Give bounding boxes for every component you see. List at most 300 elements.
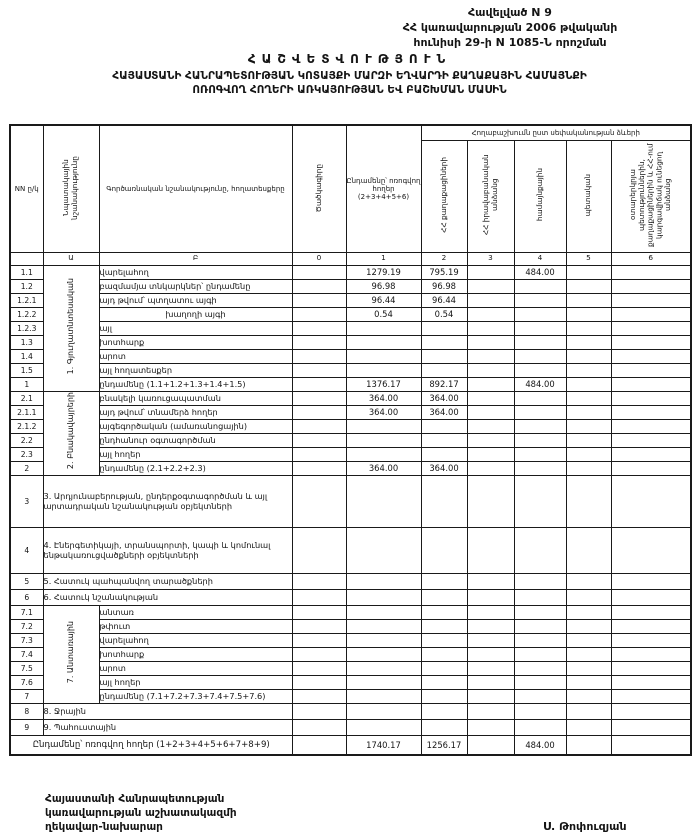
code-cell <box>292 335 346 349</box>
value-cell: 892.17 <box>421 377 467 391</box>
value-cell <box>611 461 691 475</box>
value-cell <box>611 573 691 589</box>
table-row <box>10 703 691 719</box>
table-row <box>10 573 691 589</box>
value-cell <box>467 419 514 433</box>
value-cell <box>611 619 691 633</box>
value-cell <box>346 335 421 349</box>
code-cell <box>292 363 346 377</box>
row-number: 1 <box>10 377 43 391</box>
table-row <box>10 349 691 363</box>
code-cell <box>292 447 346 461</box>
row-label: խոտհարք <box>99 335 292 349</box>
value-cell <box>566 475 611 527</box>
table-row <box>10 433 691 447</box>
section-label <box>43 265 99 391</box>
table-row <box>10 527 691 573</box>
value-cell <box>467 703 514 719</box>
row-number: 8 <box>10 703 43 719</box>
value-cell <box>566 433 611 447</box>
row-number: 7.5 <box>10 661 43 675</box>
value-cell <box>421 349 467 363</box>
table-row <box>10 405 691 419</box>
value-cell: 96.44 <box>421 293 467 307</box>
value-cell: 1279.19 <box>346 265 421 279</box>
value-cell <box>611 735 691 755</box>
value-cell <box>566 377 611 391</box>
table-row <box>10 293 691 307</box>
value-cell <box>467 573 514 589</box>
value-cell <box>566 307 611 321</box>
value-cell <box>514 293 566 307</box>
value-cell <box>421 675 467 689</box>
column-letter: 6 <box>611 252 691 265</box>
value-cell <box>346 433 421 447</box>
row-number: 7.4 <box>10 647 43 661</box>
value-cell <box>421 619 467 633</box>
value-cell <box>611 279 691 293</box>
value-cell: 364.00 <box>346 391 421 405</box>
code-cell <box>292 391 346 405</box>
value-cell <box>514 719 566 735</box>
row-number: 1.4 <box>10 349 43 363</box>
value-cell <box>514 573 566 589</box>
value-cell <box>514 349 566 363</box>
value-cell <box>611 589 691 605</box>
value-cell <box>566 719 611 735</box>
row-number: 2.1.2 <box>10 419 43 433</box>
table-row <box>10 661 691 675</box>
table-row <box>10 675 691 689</box>
value-cell <box>421 447 467 461</box>
table-row <box>10 689 691 703</box>
value-cell <box>346 703 421 719</box>
header-row-number: NN ը/կ <box>10 125 43 252</box>
code-cell <box>292 279 346 293</box>
value-cell <box>611 293 691 307</box>
value-cell <box>514 527 566 573</box>
signature-block <box>45 792 237 835</box>
value-cell <box>467 675 514 689</box>
org-line-1: Հայաստանի Հանրապետության <box>45 793 225 805</box>
value-cell <box>611 633 691 647</box>
page-title: ՀԱՇՎԵՏՎՈՒԹՅՈՒՆ <box>247 52 452 66</box>
code-cell <box>292 605 346 619</box>
code-cell <box>292 321 346 335</box>
value-cell <box>514 619 566 633</box>
row-number: 1.2.1 <box>10 293 43 307</box>
value-cell <box>514 321 566 335</box>
value-cell <box>514 689 566 703</box>
row-label: վարելահող <box>99 633 292 647</box>
row-label: վարելահող <box>99 265 292 279</box>
value-cell <box>514 363 566 377</box>
value-cell <box>611 447 691 461</box>
value-cell: 364.00 <box>346 405 421 419</box>
value-cell <box>421 661 467 675</box>
value-cell: 96.98 <box>346 279 421 293</box>
table-row <box>10 391 691 405</box>
table-row <box>10 447 691 461</box>
table-row <box>10 647 691 661</box>
header-total: Ընդամենը՝ ոռոգվող հողեր (2+3+4+5+6) <box>346 125 421 252</box>
value-cell <box>514 307 566 321</box>
row-label: ընդամենը (1.1+1.2+1.3+1.4+1.5) <box>99 377 292 391</box>
row-number: 1.2 <box>10 279 43 293</box>
value-cell: 484.00 <box>514 265 566 279</box>
value-cell <box>611 689 691 703</box>
value-cell <box>611 419 691 433</box>
column-letter: 2 <box>421 252 467 265</box>
value-cell <box>611 605 691 619</box>
value-cell <box>514 703 566 719</box>
value-cell <box>611 391 691 405</box>
value-cell <box>421 573 467 589</box>
org-line-2: կառավարության աշխատակազմի <box>45 807 237 820</box>
code-cell <box>292 433 346 447</box>
value-cell <box>467 433 514 447</box>
value-cell <box>611 377 691 391</box>
value-cell <box>467 447 514 461</box>
value-cell <box>566 265 611 279</box>
value-cell <box>566 573 611 589</box>
value-cell <box>346 475 421 527</box>
value-cell <box>566 661 611 675</box>
value-cell <box>566 405 611 419</box>
value-cell <box>346 349 421 363</box>
page-subtitle-1: ՀԱՅԱՍՏԱՆԻ ՀԱՆՐԱՊԵՏՈՒԹՅԱՆ ԿՈՏԱՅՔԻ ՄԱՐԶԻ ԵՂՎԱՐԴԻ ՔԱՂԱՔԱՅԻՆ ՀԱՄԱՅՆՔԻ <box>112 70 587 82</box>
grand-total-row <box>10 735 691 755</box>
value-cell <box>566 461 611 475</box>
code-cell <box>292 307 346 321</box>
value-cell <box>467 647 514 661</box>
value-cell <box>514 461 566 475</box>
value-cell <box>467 265 514 279</box>
code-cell <box>292 349 346 363</box>
table-row <box>10 475 691 527</box>
code-cell <box>292 377 346 391</box>
row-number: 1.2.3 <box>10 321 43 335</box>
value-cell <box>467 719 514 735</box>
header-legal-entities: ՀՀ իրավաբանական անձանց <box>467 140 514 252</box>
row-label: բնակելի կառուցապատման <box>99 391 292 405</box>
value-cell <box>467 605 514 619</box>
row-number: 1.5 <box>10 363 43 377</box>
value-cell <box>514 447 566 461</box>
value-cell <box>421 419 467 433</box>
value-cell <box>467 619 514 633</box>
value-cell <box>467 349 514 363</box>
header-community: համայնքային <box>514 140 566 252</box>
column-letter: Ա <box>43 252 99 265</box>
value-cell <box>467 363 514 377</box>
value-cell <box>467 279 514 293</box>
row-label: այդ թվում՝ տնամերձ հողեր <box>99 405 292 419</box>
value-cell <box>566 279 611 293</box>
table-row <box>10 589 691 605</box>
value-cell <box>566 735 611 755</box>
row-label: 3. Արդյունաբերության, ընդերքօգտագործման և այլ արտադրական նշանակության օբյեկտների <box>43 475 292 527</box>
row-label: ընդամենը (2.1+2.2+2.3) <box>99 461 292 475</box>
value-cell <box>346 321 421 335</box>
table-row <box>10 265 691 279</box>
value-cell <box>346 419 421 433</box>
value-cell <box>346 447 421 461</box>
value-cell <box>421 589 467 605</box>
row-number: 2.1 <box>10 391 43 405</box>
value-cell <box>611 675 691 689</box>
row-number: 2 <box>10 461 43 475</box>
header-functional: Գործառնական նշանակությունը, հողատեսքերը <box>99 125 292 252</box>
value-cell <box>421 605 467 619</box>
table-row <box>10 279 691 293</box>
value-cell <box>467 321 514 335</box>
value-cell <box>514 433 566 447</box>
value-cell <box>514 279 566 293</box>
value-cell <box>467 475 514 527</box>
row-number: 1.3 <box>10 335 43 349</box>
value-cell <box>467 527 514 573</box>
value-cell <box>566 703 611 719</box>
code-cell <box>292 735 346 755</box>
value-cell: 0.54 <box>346 307 421 321</box>
row-number: 6 <box>10 589 43 605</box>
value-cell <box>611 265 691 279</box>
row-number: 3 <box>10 475 43 527</box>
value-cell <box>346 647 421 661</box>
value-cell <box>467 661 514 675</box>
value-cell <box>514 391 566 405</box>
column-letter: 3 <box>467 252 514 265</box>
value-cell <box>467 689 514 703</box>
table-row <box>10 619 691 633</box>
section-label-text: 7. Անտառային <box>66 620 76 684</box>
table-row <box>10 335 691 349</box>
row-label: արոտ <box>99 349 292 363</box>
code-cell <box>292 689 346 703</box>
code-cell <box>292 419 346 433</box>
value-cell: 0.54 <box>421 307 467 321</box>
value-cell <box>467 307 514 321</box>
value-cell: 795.19 <box>421 265 467 279</box>
row-number: 5 <box>10 573 43 589</box>
section-label <box>43 605 99 703</box>
value-cell <box>346 573 421 589</box>
row-number: 2.3 <box>10 447 43 461</box>
value-cell <box>611 703 691 719</box>
column-letter: 5 <box>566 252 611 265</box>
value-cell <box>611 321 691 335</box>
value-cell <box>611 661 691 675</box>
value-cell <box>346 633 421 647</box>
row-number: 2.1.1 <box>10 405 43 419</box>
value-cell: 364.00 <box>421 405 467 419</box>
code-cell <box>292 405 346 419</box>
column-letter: 1 <box>346 252 421 265</box>
value-cell <box>611 647 691 661</box>
code-cell <box>292 527 346 573</box>
value-cell <box>514 661 566 675</box>
value-cell <box>467 391 514 405</box>
value-cell <box>421 527 467 573</box>
value-cell <box>566 293 611 307</box>
column-letter: Բ <box>99 252 292 265</box>
row-label: խաղողի այգի <box>99 307 292 321</box>
value-cell <box>421 475 467 527</box>
code-cell <box>292 619 346 633</box>
row-label: այլ հողեր <box>99 675 292 689</box>
value-cell <box>566 363 611 377</box>
column-letters-row <box>10 252 691 265</box>
row-number: 7 <box>10 689 43 703</box>
section-label-text: 1. Գյուղատնտեսական <box>66 277 76 375</box>
value-cell: 364.00 <box>421 391 467 405</box>
value-cell <box>421 689 467 703</box>
appendix-note <box>330 6 690 51</box>
code-cell <box>292 589 346 605</box>
value-cell <box>467 589 514 605</box>
value-cell: 1256.17 <box>421 735 467 755</box>
table-row <box>10 461 691 475</box>
grand-total-label: Ընդամենը՝ ոռոգվող հողեր (1+2+3+4+5+6+7+8+9) <box>10 735 292 755</box>
code-cell <box>292 293 346 307</box>
value-cell <box>421 433 467 447</box>
code-cell <box>292 633 346 647</box>
row-label: թփուտ <box>99 619 292 633</box>
value-cell <box>467 735 514 755</box>
header-citizens: ՀՀ քաղաքացիների <box>421 140 467 252</box>
value-cell <box>346 363 421 377</box>
value-cell <box>514 335 566 349</box>
header-purpose: Նպատակային նշանակությունը <box>43 125 99 252</box>
value-cell: 364.00 <box>346 461 421 475</box>
row-label: այլ հողատեսքեր <box>99 363 292 377</box>
code-cell <box>292 461 346 475</box>
code-cell <box>292 719 346 735</box>
row-label: 5. Հատուկ պահպանվող տարածքների <box>43 573 292 589</box>
row-label: այլ <box>99 321 292 335</box>
value-cell <box>421 335 467 349</box>
value-cell <box>611 475 691 527</box>
code-cell <box>292 661 346 675</box>
row-label: ընդհանուր օգտագործման <box>99 433 292 447</box>
row-label: այլ հողեր <box>99 447 292 461</box>
row-number: 9 <box>10 719 43 735</box>
row-number: 7.1 <box>10 605 43 619</box>
value-cell: 1376.17 <box>346 377 421 391</box>
value-cell <box>566 527 611 573</box>
value-cell <box>611 433 691 447</box>
value-cell <box>611 527 691 573</box>
value-cell <box>421 363 467 377</box>
value-cell <box>421 703 467 719</box>
row-label: այդ թվում՝ պտղատու այգի <box>99 293 292 307</box>
table-row <box>10 363 691 377</box>
value-cell <box>421 647 467 661</box>
row-label: 4. Էներգետիկայի, տրանսպորտի, կապի և կոմունալ ենթակառուցվածքների օբյեկտների <box>43 527 292 573</box>
row-label: ընդամենը (7.1+7.2+7.3+7.4+7.5+7.6) <box>99 689 292 703</box>
value-cell <box>421 321 467 335</box>
value-cell <box>514 419 566 433</box>
row-label: բազմամյա տնկարկներ՝ ընդամենը <box>99 279 292 293</box>
table-row <box>10 321 691 335</box>
row-number: 1.2.2 <box>10 307 43 321</box>
value-cell <box>566 619 611 633</box>
value-cell <box>611 363 691 377</box>
section-label-text: 2. Բնակավայրերի <box>66 392 76 470</box>
header-state: պետական <box>566 140 611 252</box>
value-cell <box>611 307 691 321</box>
value-cell <box>566 419 611 433</box>
value-cell: 364.00 <box>421 461 467 475</box>
value-cell <box>566 447 611 461</box>
header-foreign: օտարերկրյա պետություններին, քաղաքացիներին և ՀՀ-ում կարգավիճակ ունեցող անձանց <box>611 140 691 252</box>
row-label: արոտ <box>99 661 292 675</box>
table-row <box>10 719 691 735</box>
row-label: խոտհարք <box>99 647 292 661</box>
value-cell: 96.98 <box>421 279 467 293</box>
value-cell <box>566 633 611 647</box>
row-label: այգեգործական (ամառանոցային) <box>99 419 292 433</box>
code-cell <box>292 675 346 689</box>
page-subtitle-2: ՈՌՈԳՎՈՂ ՀՈՂԵՐԻ ԱՌԿԱՅՈՒԹՅԱՆ ԵՎ ԲԱՇԽՄԱՆ ՄԱՍԻՆ <box>192 83 507 96</box>
appendix-line-1: Հավելված N 9 <box>468 6 552 19</box>
value-cell <box>346 605 421 619</box>
column-letter: 4 <box>514 252 566 265</box>
value-cell <box>566 675 611 689</box>
value-cell: 484.00 <box>514 377 566 391</box>
header-ownership-group: Հողաբաշխումն ըստ սեփականության ձևերի <box>421 125 691 140</box>
value-cell <box>467 461 514 475</box>
row-label: 8. Ջրային <box>43 703 292 719</box>
value-cell <box>467 405 514 419</box>
value-cell <box>566 349 611 363</box>
appendix-line-2: ՀՀ կառավարության 2006 թվականի <box>402 20 618 34</box>
value-cell <box>346 675 421 689</box>
value-cell: 1740.17 <box>346 735 421 755</box>
code-cell <box>292 703 346 719</box>
value-cell: 96.44 <box>346 293 421 307</box>
value-cell <box>346 527 421 573</box>
value-cell <box>467 633 514 647</box>
value-cell <box>566 647 611 661</box>
value-cell <box>467 335 514 349</box>
signer-name: Ս. Թոփուզյան <box>543 820 627 833</box>
value-cell <box>514 647 566 661</box>
value-cell <box>514 633 566 647</box>
value-cell <box>346 719 421 735</box>
value-cell <box>346 661 421 675</box>
irrigated-lands-table <box>9 124 692 756</box>
value-cell <box>611 719 691 735</box>
header-code: Ծածկագիրը <box>292 125 346 252</box>
value-cell <box>346 589 421 605</box>
value-cell <box>514 675 566 689</box>
appendix-line-3: հունիսի 29-ի N 1085-Ն որոշման <box>413 35 607 49</box>
table-row <box>10 377 691 391</box>
table-row <box>10 605 691 619</box>
value-cell <box>346 619 421 633</box>
row-number: 1.1 <box>10 265 43 279</box>
value-cell <box>514 589 566 605</box>
value-cell <box>566 321 611 335</box>
row-label: անտառ <box>99 605 292 619</box>
value-cell <box>346 689 421 703</box>
row-number: 7.3 <box>10 633 43 647</box>
code-cell <box>292 475 346 527</box>
table-row <box>10 307 691 321</box>
row-number: 7.6 <box>10 675 43 689</box>
